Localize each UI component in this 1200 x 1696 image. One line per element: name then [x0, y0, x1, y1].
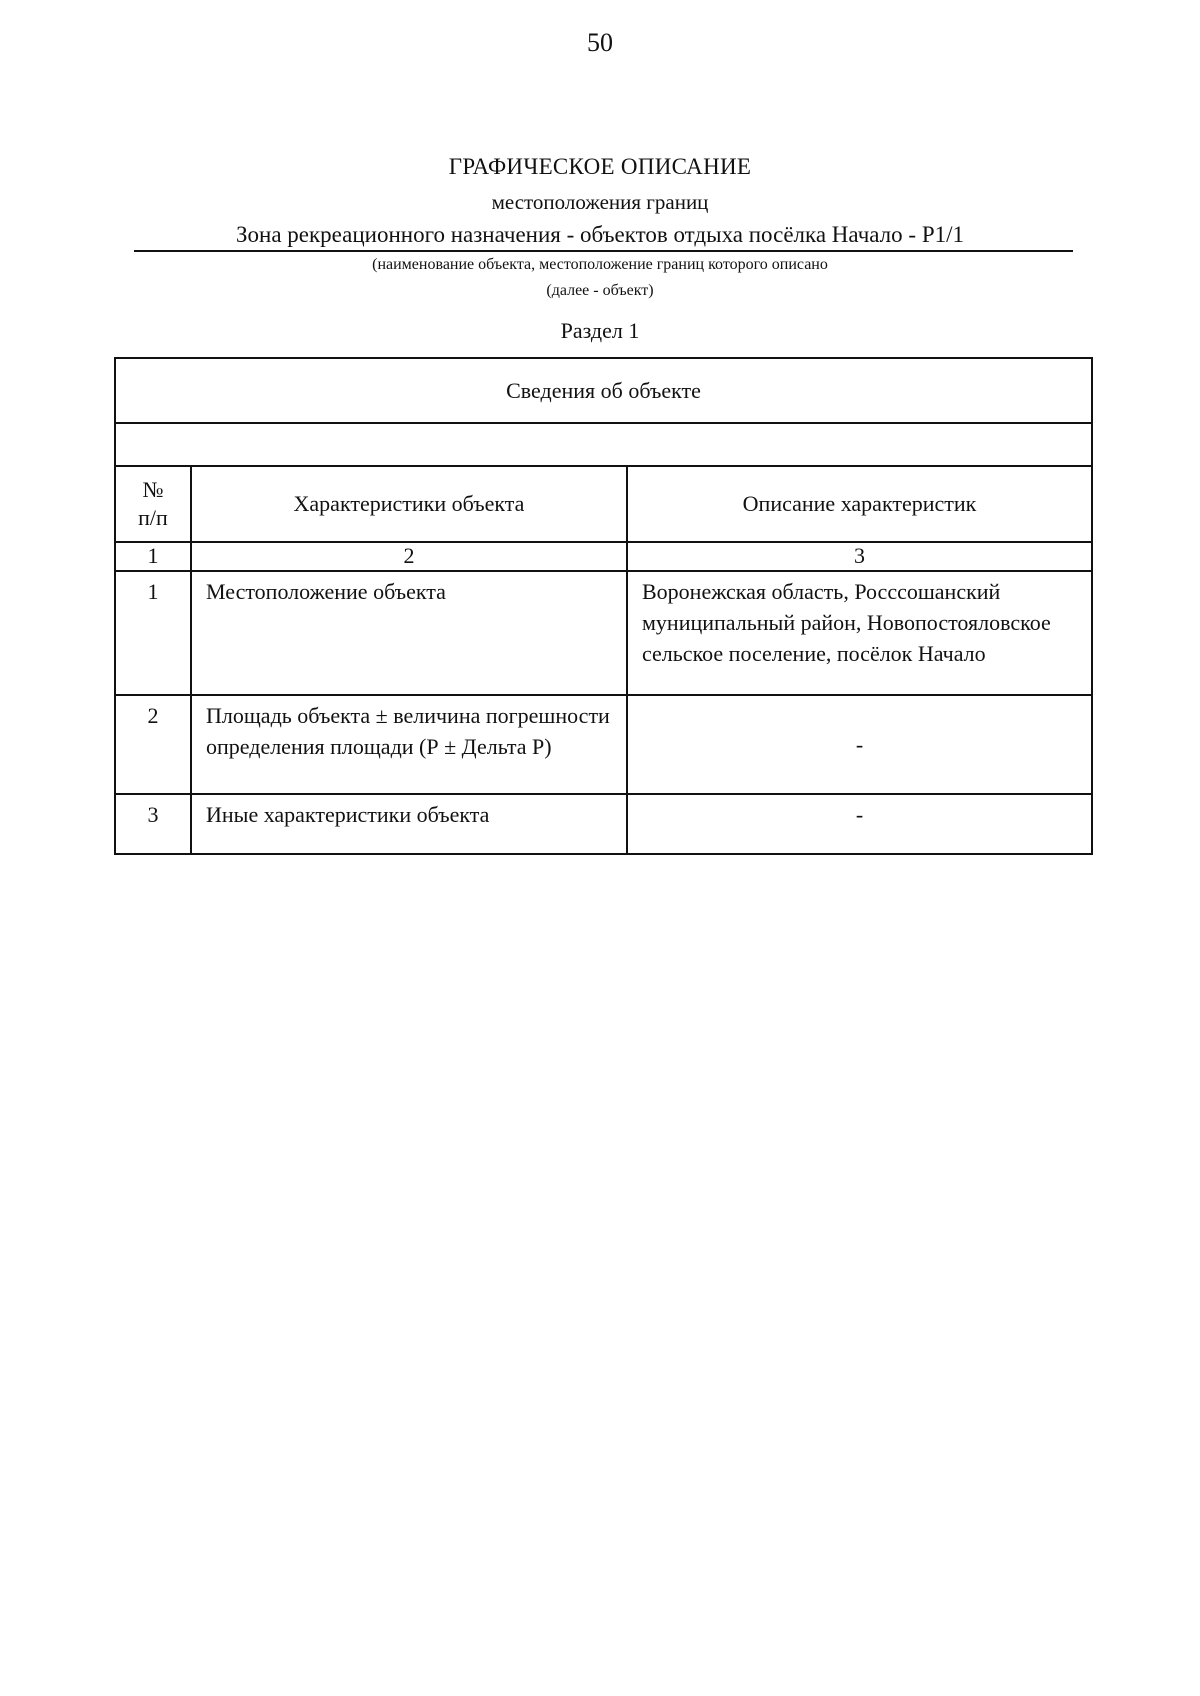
object-name-caption: (наименование объекта, местоположение границ которого описано	[372, 256, 828, 273]
document-subtitle: местоположения границ	[491, 190, 709, 214]
section-label: Раздел 1	[560, 318, 640, 343]
table-heading: Сведения об объекте	[115, 358, 1092, 423]
column-header-number-line1: №	[142, 477, 164, 502]
page-number: 50	[587, 28, 613, 57]
row-characteristic: Площадь объекта ± величина погрешности определения площади (Р ± Дельта Р)	[191, 695, 627, 794]
row-description: -	[627, 794, 1092, 854]
object-name-caption-continued: (далее - объект)	[546, 282, 654, 299]
column-header-characteristic: Характеристики объекта	[191, 466, 627, 542]
column-header-description: Описание характеристик	[627, 466, 1092, 542]
table-row	[115, 571, 1092, 695]
table-row	[115, 794, 1092, 854]
column-number-row	[115, 542, 1092, 571]
row-number: 3	[115, 794, 191, 854]
row-characteristic: Местоположение объекта	[191, 571, 627, 695]
row-characteristic: Иные характеристики объекта	[191, 794, 627, 854]
row-description: -	[627, 695, 1092, 794]
document-title: ГРАФИЧЕСКОЕ ОПИСАНИЕ	[448, 154, 752, 179]
column-number-2: 2	[191, 542, 627, 571]
column-header-number-line2: п/п	[138, 505, 168, 530]
column-header-number	[115, 466, 191, 542]
table-empty-row	[115, 423, 1092, 466]
row-number: 1	[115, 571, 191, 695]
column-number-3: 3	[627, 542, 1092, 571]
row-number: 2	[115, 695, 191, 794]
object-name-underline	[134, 250, 1073, 252]
table-row	[115, 695, 1092, 794]
table-header-row	[115, 466, 1092, 542]
object-name: Зона рекреационного назначения - объектов отдыха посёлка Начало - Р1/1	[235, 222, 964, 247]
column-number-1: 1	[115, 542, 191, 571]
object-info-table	[114, 357, 1093, 855]
row-description: Воронежская область, Росссошанский муниципальный район, Новопостояловское сельское поселение, посёлок Начало	[627, 571, 1092, 695]
